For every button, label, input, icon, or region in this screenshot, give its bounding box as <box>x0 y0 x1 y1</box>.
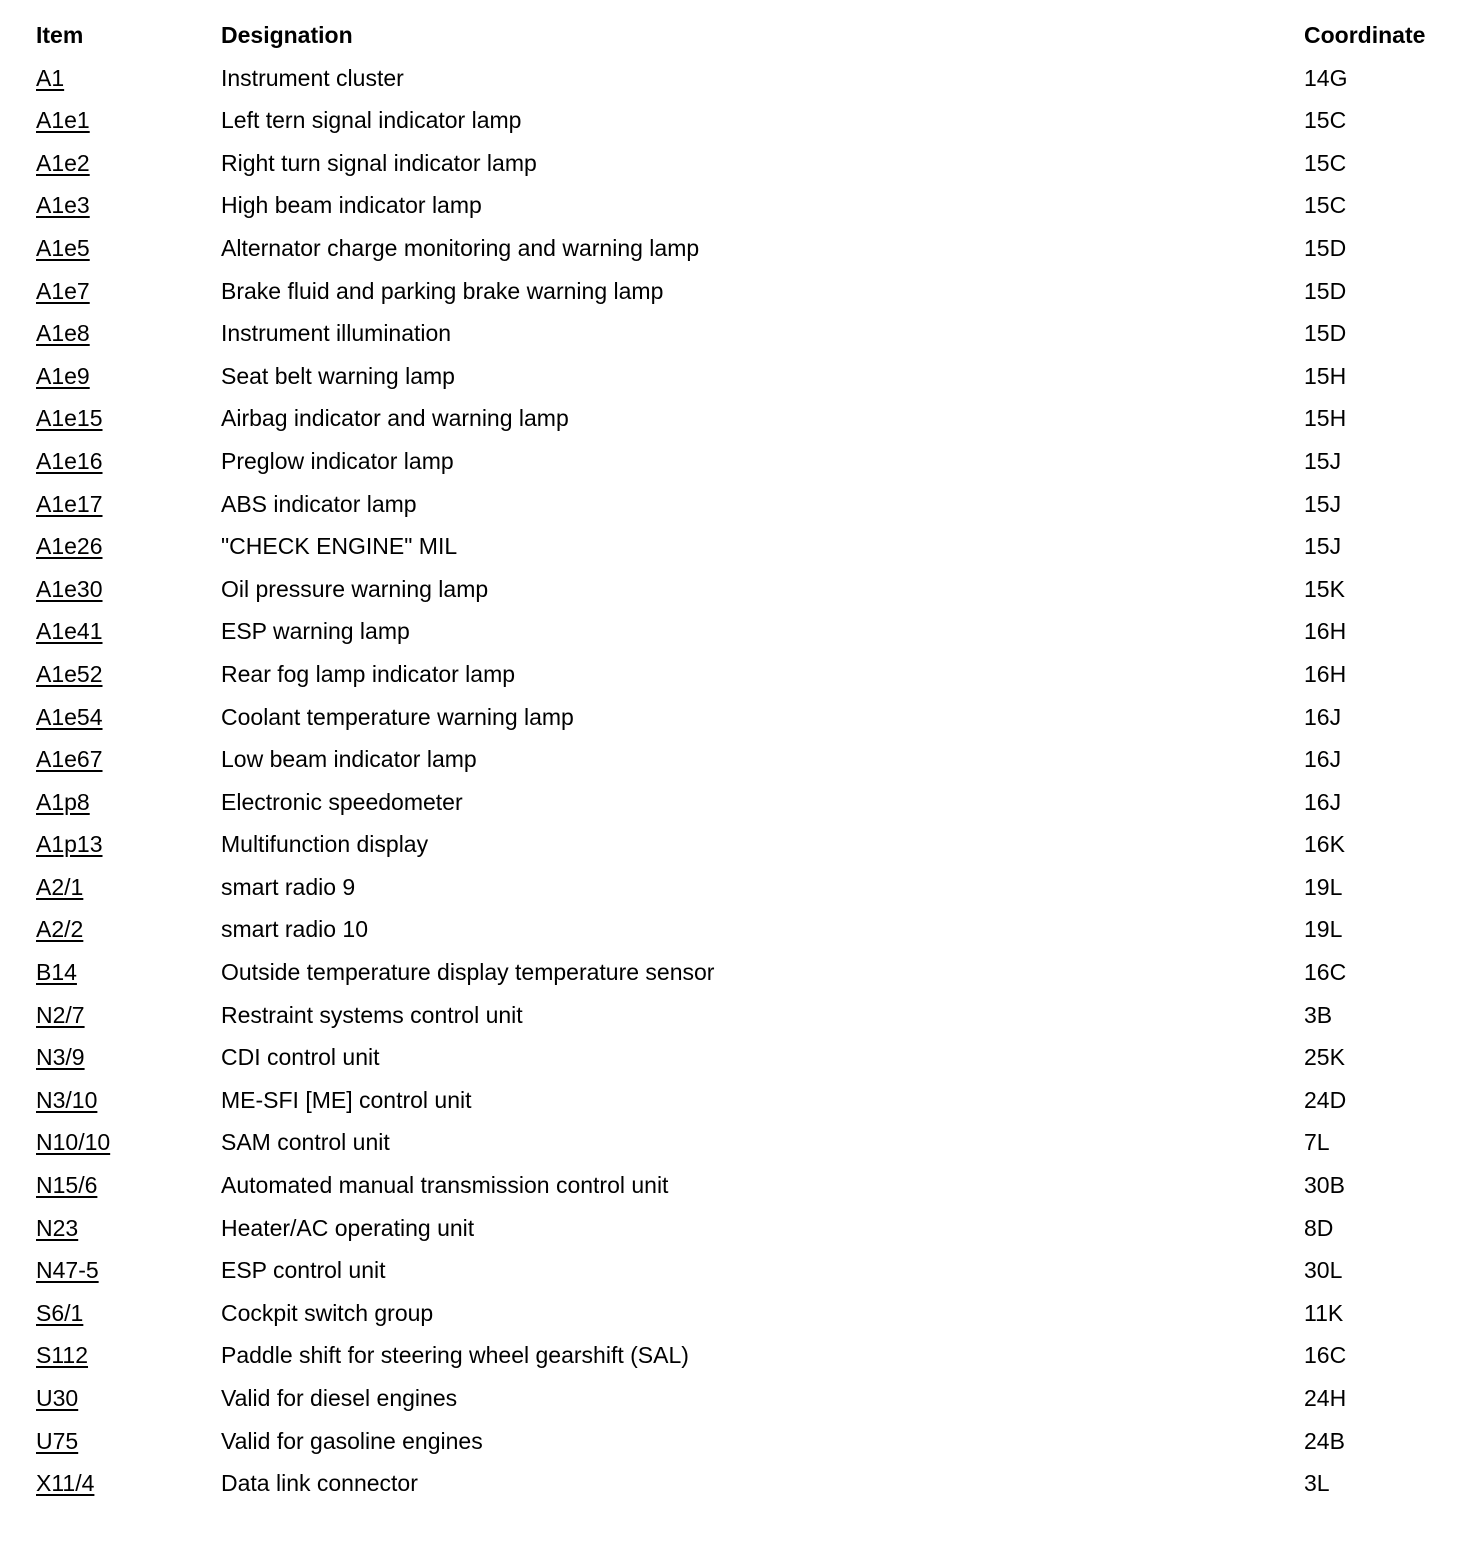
item-link[interactable]: A2/2 <box>36 916 84 943</box>
designation-cell: ME-SFI [ME] control unit <box>221 1086 472 1113</box>
table-row <box>0 568 1428 611</box>
coordinate-cell: 15D <box>1304 234 1347 261</box>
header-item: Item <box>36 22 84 48</box>
table-row <box>0 908 1428 951</box>
item-link[interactable]: A1e41 <box>36 618 103 645</box>
coordinate-cell: 8D <box>1304 1214 1334 1241</box>
component-legend-table <box>0 14 1428 1505</box>
designation-cell: Electronic speedometer <box>221 788 463 815</box>
designation-cell: Valid for diesel engines <box>221 1385 458 1411</box>
item-link[interactable]: U75 <box>36 1427 79 1454</box>
designation-cell: Valid for gasoline engines <box>221 1427 483 1454</box>
designation-cell: Outside temperature display temperature sensor <box>221 959 715 986</box>
item-link[interactable]: A1e17 <box>36 490 103 517</box>
table-row <box>0 483 1428 526</box>
table-row <box>0 99 1428 142</box>
coordinate-cell: 15J <box>1304 490 1342 517</box>
coordinate-cell: 16H <box>1304 618 1347 645</box>
item-link[interactable]: A1e30 <box>36 575 103 602</box>
item-link[interactable]: N10/10 <box>36 1129 111 1156</box>
designation-cell: smart radio 10 <box>221 916 369 943</box>
table-row <box>0 440 1428 483</box>
table-row <box>0 227 1428 270</box>
coordinate-cell: 15H <box>1304 362 1347 389</box>
designation-cell: SAM control unit <box>221 1129 390 1156</box>
item-link[interactable]: S6/1 <box>36 1299 84 1326</box>
table-row <box>0 610 1428 653</box>
designation-cell: Coolant temperature warning lamp <box>221 703 574 730</box>
table-row <box>0 397 1428 440</box>
table-row <box>0 355 1428 398</box>
item-link[interactable]: X11/4 <box>36 1470 95 1497</box>
table-row <box>0 1420 1428 1463</box>
coordinate-cell: 15D <box>1304 277 1347 304</box>
coordinate-cell: 3B <box>1304 1001 1333 1028</box>
coordinate-cell: 30L <box>1304 1257 1343 1284</box>
item-link[interactable]: A1e54 <box>36 703 103 730</box>
table-row <box>0 994 1428 1037</box>
coordinate-cell: 15H <box>1304 405 1347 432</box>
header-designation: Designation <box>221 22 353 48</box>
item-link[interactable]: A1e15 <box>36 405 103 432</box>
item-link[interactable]: A1e7 <box>36 277 90 304</box>
table-row <box>0 781 1428 824</box>
designation-cell: Right turn signal indicator lamp <box>221 149 537 176</box>
table-row <box>0 653 1428 696</box>
coordinate-cell: 11K <box>1304 1299 1344 1326</box>
item-link[interactable]: B14 <box>36 959 77 986</box>
table-row <box>0 1249 1428 1292</box>
item-link[interactable]: A1e3 <box>36 192 90 219</box>
coordinate-cell: 16C <box>1304 1342 1347 1369</box>
designation-cell: Preglow indicator lamp <box>221 447 454 474</box>
item-link[interactable]: A1e2 <box>36 149 90 176</box>
designation-cell: Automated manual transmission control unit <box>221 1172 669 1199</box>
table-row <box>0 184 1428 227</box>
table-row <box>0 866 1428 909</box>
item-link[interactable]: N15/6 <box>36 1172 98 1199</box>
item-link[interactable]: N2/7 <box>36 1001 85 1028</box>
table-row <box>0 696 1428 739</box>
table-row <box>0 1292 1428 1335</box>
designation-cell: Oil pressure warning lamp <box>221 575 489 602</box>
coordinate-cell: 15J <box>1304 447 1342 474</box>
item-link[interactable]: A1e5 <box>36 234 90 261</box>
designation-cell: Rear fog lamp indicator lamp <box>221 660 516 687</box>
designation-cell: CDI control unit <box>221 1044 380 1071</box>
table-row <box>0 142 1428 185</box>
table-row <box>0 1079 1428 1122</box>
designation-cell: High beam indicator lamp <box>221 192 482 219</box>
coordinate-cell: 16C <box>1304 959 1347 986</box>
item-link[interactable]: A1 <box>36 64 65 91</box>
table-row <box>0 270 1428 313</box>
coordinate-cell: 24H <box>1304 1385 1347 1411</box>
table-row <box>0 1377 1428 1420</box>
table-row <box>0 1036 1428 1079</box>
designation-cell: Left tern signal indicator lamp <box>221 107 522 134</box>
coordinate-cell: 24B <box>1304 1427 1345 1454</box>
designation-cell: Low beam indicator lamp <box>221 746 477 773</box>
coordinate-cell: 16K <box>1304 831 1345 858</box>
coordinate-cell: 16J <box>1304 746 1342 773</box>
coordinate-cell: 16J <box>1304 788 1342 815</box>
table-row <box>0 951 1428 994</box>
item-link[interactable]: N23 <box>36 1214 79 1241</box>
item-link[interactable]: U30 <box>36 1385 79 1411</box>
table-row <box>0 738 1428 781</box>
coordinate-cell: 7L <box>1304 1129 1330 1156</box>
designation-cell: Alternator charge monitoring and warning lamp <box>221 234 700 261</box>
table-header-row <box>0 14 1428 57</box>
table-row <box>0 1207 1428 1250</box>
designation-cell: Instrument cluster <box>221 64 404 91</box>
designation-cell: ABS indicator lamp <box>221 490 417 517</box>
header-coordinate: Coordinate <box>1304 22 1426 48</box>
item-link[interactable]: A1e1 <box>36 107 90 134</box>
table-row <box>0 1334 1428 1377</box>
coordinate-cell: 19L <box>1304 873 1343 900</box>
designation-cell: Instrument illumination <box>221 320 452 347</box>
designation-cell: Brake fluid and parking brake warning lamp <box>221 277 664 304</box>
coordinate-cell: 3L <box>1304 1470 1330 1497</box>
coordinate-cell: 24D <box>1304 1086 1347 1113</box>
item-link[interactable]: A1p13 <box>36 831 103 858</box>
coordinate-cell: 30B <box>1304 1172 1345 1199</box>
table-row <box>0 1164 1428 1207</box>
item-link[interactable]: A1p8 <box>36 788 90 815</box>
item-link[interactable]: A1e67 <box>36 746 103 773</box>
coordinate-cell: 25K <box>1304 1044 1345 1071</box>
table-body <box>0 57 1428 1505</box>
item-link[interactable]: N47-5 <box>36 1257 99 1284</box>
table-row <box>0 823 1428 866</box>
table-row <box>0 312 1428 355</box>
coordinate-cell: 15D <box>1304 320 1347 347</box>
coordinate-cell: 15C <box>1304 192 1347 219</box>
designation-cell: Seat belt warning lamp <box>221 362 455 389</box>
table-row <box>0 57 1428 100</box>
coordinate-cell: 16J <box>1304 703 1342 730</box>
item-link[interactable]: A1e16 <box>36 447 103 474</box>
designation-cell: Multifunction display <box>221 831 429 858</box>
coordinate-cell: 14G <box>1304 64 1348 91</box>
designation-cell: Heater/AC operating unit <box>221 1214 475 1241</box>
item-link[interactable]: A1e8 <box>36 320 90 347</box>
coordinate-cell: 19L <box>1304 916 1343 943</box>
coordinate-cell: 15C <box>1304 107 1347 134</box>
item-link[interactable]: A1e26 <box>36 533 103 560</box>
item-link[interactable]: N3/10 <box>36 1086 98 1113</box>
coordinate-cell: 15K <box>1304 575 1345 602</box>
table-row <box>0 1462 1428 1505</box>
designation-cell: Airbag indicator and warning lamp <box>221 405 569 432</box>
coordinate-cell: 16H <box>1304 660 1347 687</box>
designation-cell: Data link connector <box>221 1470 418 1497</box>
designation-cell: Paddle shift for steering wheel gearshift (SAL) <box>221 1342 689 1369</box>
table-row <box>0 1121 1428 1164</box>
item-link[interactable]: A2/1 <box>36 873 84 900</box>
designation-cell: ESP warning lamp <box>221 618 410 645</box>
item-link[interactable]: S112 <box>36 1342 89 1369</box>
table-row <box>0 525 1428 568</box>
designation-cell: Cockpit switch group <box>221 1299 434 1326</box>
coordinate-cell: 15J <box>1304 533 1342 560</box>
item-link[interactable]: A1e52 <box>36 660 103 687</box>
designation-cell: "CHECK ENGINE" MIL <box>221 533 458 560</box>
coordinate-cell: 15C <box>1304 149 1347 176</box>
designation-cell: smart radio 9 <box>221 873 356 900</box>
designation-cell: ESP control unit <box>221 1257 386 1284</box>
item-link[interactable]: N3/9 <box>36 1044 85 1071</box>
designation-cell: Restraint systems control unit <box>221 1001 523 1028</box>
item-link[interactable]: A1e9 <box>36 362 90 389</box>
